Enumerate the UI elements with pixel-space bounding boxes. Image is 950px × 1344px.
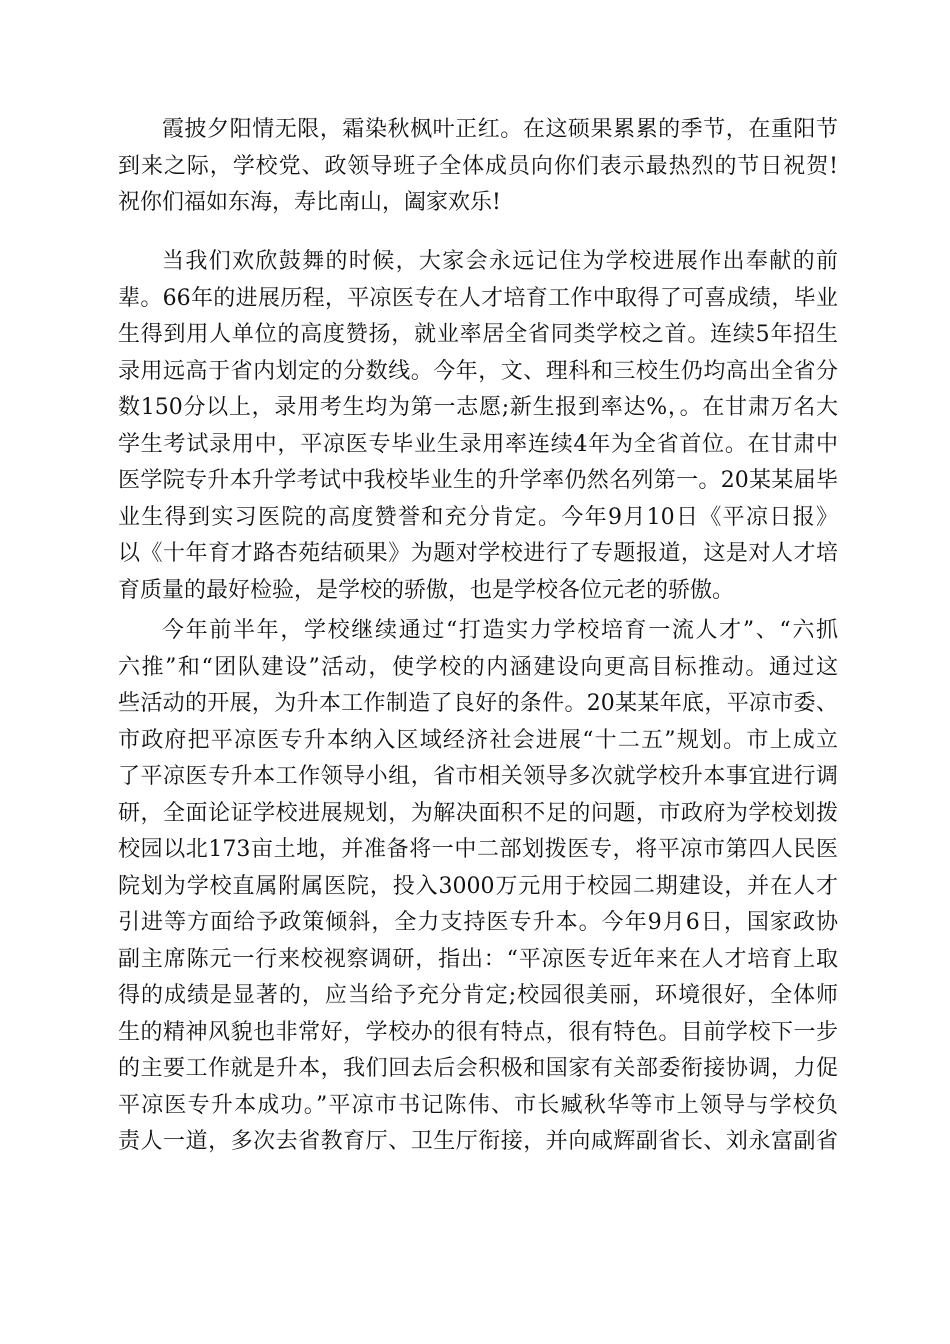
text-line: 市政府把平凉医专升本纳入区域经济社会进展“十二五”规划。市上成立 — [118, 727, 838, 753]
text-line: 生得到用人单位的高度赞扬，就业率居全省同类学校之首。连续5年招生 — [118, 322, 838, 347]
text-line: 院划为学校直属附属医院，投入3000万元用于校园二期建设，并在人才 — [118, 873, 838, 899]
text-line: 的主要工作就是升本，我们回去后会积极和国家有关部委衔接协调，力促 — [118, 1056, 838, 1081]
text-line: 霞披夕阳情无限，霜染秋枫叶正红。在这硕果累累的季节，在重阳节 — [162, 117, 838, 142]
text-line: 学生考试录用中，平凉医专毕业生录用率连续4年为全省首位。在甘肃中 — [118, 431, 838, 457]
text-line: 引进等方面给予政策倾斜，全力支持医专升本。今年9月6日，国家政协 — [118, 910, 838, 935]
text-line: 责人一道，多次去省教育厅、卫生厅衔接，并向咸辉副省长、刘永富副省 — [118, 1129, 838, 1154]
text-line: 育质量的最好检验，是学校的骄傲，也是学校各位元老的骄傲。 — [118, 577, 735, 603]
text-line: 平凉医专升本成功。”平凉市书记陈伟、市长臧秋华等市上领导与学校负 — [118, 1092, 838, 1118]
paragraph-3 — [118, 613, 838, 1161]
text-line: 得的成绩是显著的，应当给予充分肯定;校园很美丽，环境很好，全体师 — [118, 983, 838, 1008]
paragraph-1 — [118, 112, 838, 222]
text-line: 业生得到实习医院的高度赞誉和充分肯定。今年9月10日《平凉日报》 — [118, 504, 838, 530]
text-line: 了平凉医专升本工作领导小组，省市相关领导多次就学校升本事宜进行调 — [118, 764, 838, 789]
text-line: 医学院专升本升学考试中我校毕业生的升学率仍然名列第一。20某某届毕 — [118, 468, 838, 493]
text-line: 生的精神风貌也非常好，学校办的很有特点，很有特色。目前学校下一步 — [118, 1019, 838, 1045]
text-line: 数150分以上，录用考生均为第一志愿;新生报到率达%，。在甘肃万名大 — [118, 395, 838, 420]
text-line: 录用远高于省内划定的分数线。今年，文、理科和三校生仍均高出全省分 — [118, 358, 838, 384]
text-line: 到来之际，学校党、政领导班子全体成员向你们表示最热烈的节日祝贺! — [118, 153, 838, 179]
text-line: 以《十年育才路杏苑结硕果》为题对学校进行了专题报道，这是对人才培 — [118, 541, 838, 566]
text-line: 副主席陈元一行来校视察调研，指出：“平凉医专近年来在人才培育上取 — [118, 946, 838, 972]
text-line: 研，全面论证学校进展规划，为解决面积不足的问题，市政府为学校划拨 — [118, 800, 838, 826]
text-line: 今年前半年，学校继续通过“打造实力学校培育一流人才”、“六抓 — [162, 618, 838, 643]
text-line: 六推”和“团队建设”活动，使学校的内涵建设向更高目标推动。通过这 — [118, 654, 838, 680]
text-line: 辈。66年的进展历程，平凉医专在人才培育工作中取得了可喜成绩，毕业 — [118, 285, 838, 311]
text-line: 当我们欢欣鼓舞的时候，大家会永远记住为学校进展作出奉献的前 — [162, 249, 838, 274]
text-line: 校园以北173亩土地，并准备将一中二部划拨医专，将平凉市第四人民医 — [118, 837, 838, 862]
text-line: 祝你们福如东海，寿比南山，阖家欢乐! — [118, 190, 501, 215]
paragraph-2 — [118, 244, 838, 609]
text-line: 些活动的开展，为升本工作制造了良好的条件。20某某年底，平凉市委、 — [118, 691, 838, 716]
